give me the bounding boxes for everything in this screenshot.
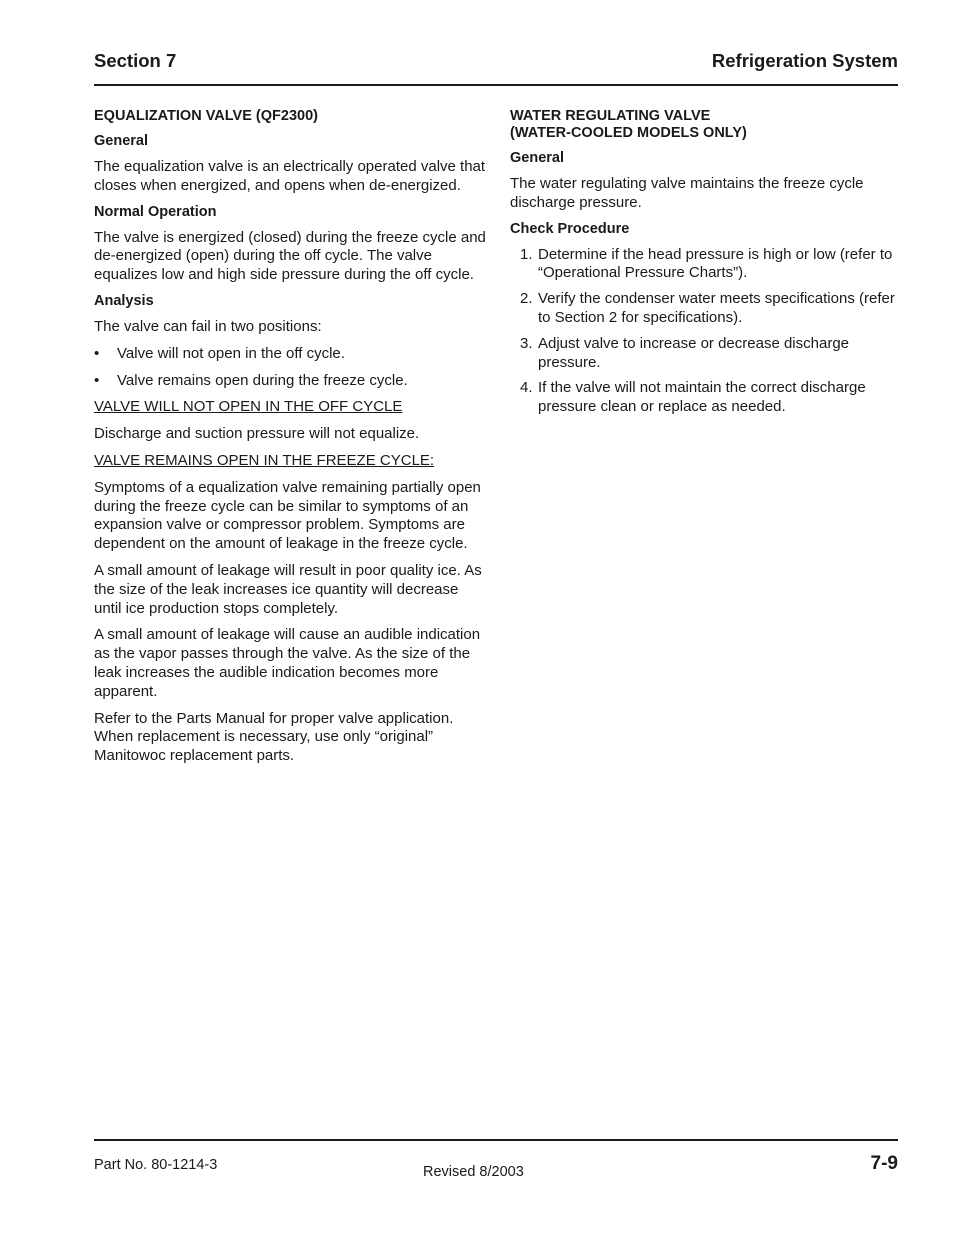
remains-open-paragraph: A small amount of leakage will cause an audible indication as the vapor passes through the valve. As the size of the leak increases the audible indication becomes more apparent. <box>94 626 481 700</box>
revision-date: Revised 8/2003 <box>423 1164 524 1180</box>
step-number: 1. <box>520 245 533 263</box>
general-heading: General <box>510 150 564 166</box>
procedure-steps <box>510 246 898 417</box>
page-number: 7-9 <box>870 1153 898 1174</box>
list-item <box>510 379 898 417</box>
general-paragraph: The equalization valve is an electrically operated valve that closes when energized, and opens when de-energized. <box>94 158 486 194</box>
section-label: Section 7 <box>94 50 177 71</box>
list-item <box>510 335 898 373</box>
remains-open-paragraph: Refer to the Parts Manual for proper valve application. When replacement is necessary, use only “original” Manitowoc replacement parts. <box>94 709 454 765</box>
title-line: (WATER-COOLED MODELS ONLY) <box>510 125 747 141</box>
subheading-remains-open: VALVE REMAINS OPEN IN THE FREEZE CYCLE: <box>94 451 435 469</box>
subheading-will-not-open: VALVE WILL NOT OPEN IN THE OFF CYCLE <box>94 398 403 416</box>
analysis-intro: The valve can fail in two positions: <box>94 317 322 335</box>
water-regulating-valve-title <box>510 108 898 142</box>
title-line: WATER REGULATING VALVE <box>510 108 711 124</box>
normal-operation-paragraph: The valve is energized (closed) during the freeze cycle and de-energized (open) during the off cycle. The valve equalizes low and high side pressure during the off cycle. <box>94 228 486 284</box>
analysis-heading: Analysis <box>94 292 154 309</box>
equalization-valve-title: EQUALIZATION VALVE (QF2300) <box>94 108 318 124</box>
list-item: • Valve will not open in the off cycle. <box>94 345 486 364</box>
general-paragraph: The water regulating valve maintains the freeze cycle discharge pressure. <box>510 175 864 211</box>
footer-divider <box>94 1139 898 1141</box>
general-heading: General <box>94 133 148 149</box>
remains-open-paragraph: A small amount of leakage will result in poor quality ice. As the size of the leak increases ice quantity will decrease until ice production stops completely. <box>94 561 482 617</box>
page-header <box>94 50 898 86</box>
step-text: If the valve will not maintain the correct discharge pressure clean or replace as needed. <box>538 379 866 416</box>
step-text: Verify the condenser water meets specifications (refer to Section 2 for specifications). <box>538 290 895 326</box>
list-item <box>510 290 898 328</box>
list-item: • Valve remains open during the freeze cycle. <box>94 372 486 391</box>
remains-open-paragraph: Symptoms of a equalization valve remaining partially open during the freeze cycle can be similar to symptoms of an expansion valve or compressor problem. Symptoms are dependent on the amount of leakage in the freeze cycle. <box>94 478 481 553</box>
failure-list <box>94 345 486 391</box>
step-text: Determine if the head pressure is high or low (refer to “Operational Pressure Charts”). <box>538 245 893 282</box>
step-number: 3. <box>520 334 533 352</box>
step-number: 4. <box>520 379 533 397</box>
step-text: Adjust valve to increase or decrease discharge pressure. <box>538 334 850 371</box>
check-procedure-heading: Check Procedure <box>510 220 630 237</box>
will-not-open-paragraph: Discharge and suction pressure will not equalize. <box>94 425 420 443</box>
left-column <box>94 108 486 774</box>
step-number: 2. <box>520 290 533 308</box>
list-item <box>510 246 898 284</box>
normal-operation-heading: Normal Operation <box>94 203 217 220</box>
right-column <box>510 108 898 424</box>
chapter-title: Refrigeration System <box>711 50 898 71</box>
part-number: Part No. 80-1214-3 <box>94 1157 218 1173</box>
